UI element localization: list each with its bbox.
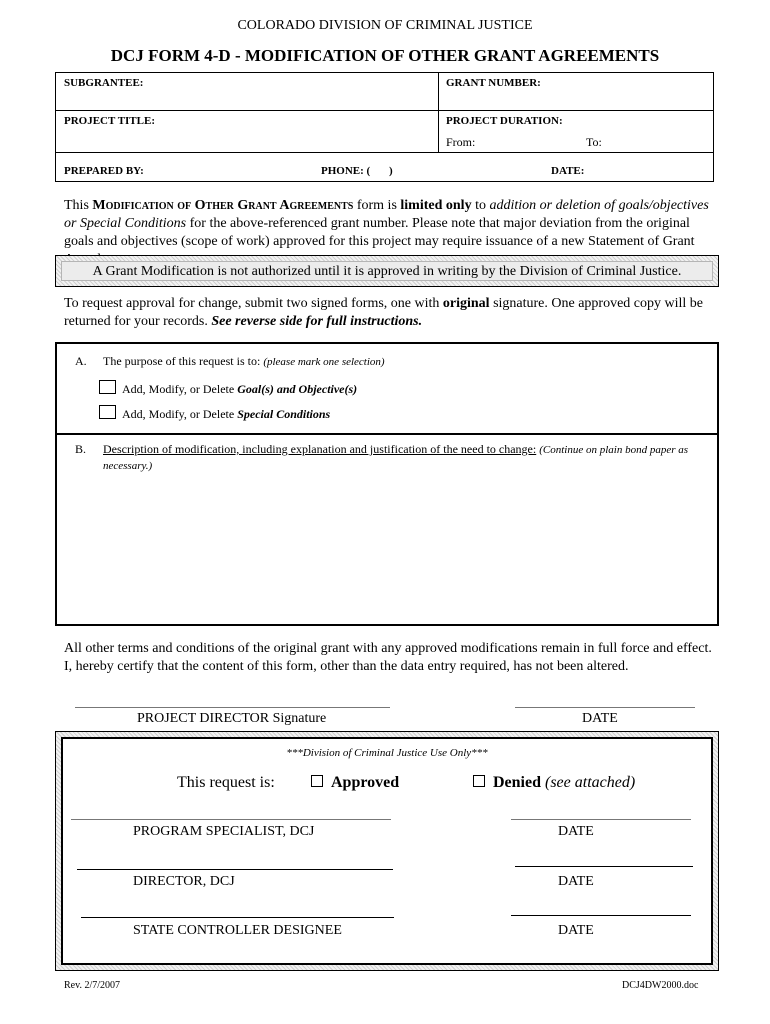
dcj-use-only-inner	[61, 737, 713, 965]
section-b-text	[103, 442, 703, 474]
table-divider	[56, 110, 713, 111]
to-label: To:	[586, 135, 602, 149]
project-director-date-label: DATE	[582, 711, 618, 726]
approved-label: Approved	[331, 774, 400, 791]
phone-close: )	[389, 165, 393, 177]
section-a-hint: (please mark one selection)	[263, 356, 385, 368]
request-part1: To request approval for change, submit two signed forms, one with	[64, 296, 443, 311]
prepared-by-label: PREPARED BY:	[64, 165, 144, 177]
section-a-question: The purpose of this request is to:	[103, 354, 261, 368]
from-label: From:	[446, 135, 476, 149]
section-b-hint: (Continue on plain bond paper as necessary.)	[103, 444, 689, 472]
program-specialist-date-label: DATE	[558, 824, 594, 839]
phone-label: PHONE: (	[321, 165, 371, 177]
request-see-reverse: See reverse side for full instructions.	[211, 314, 423, 329]
project-title-label: PROJECT TITLE:	[64, 115, 155, 127]
table-divider	[438, 73, 439, 152]
project-director-date-line[interactable]	[515, 707, 695, 708]
project-duration-label: PROJECT DURATION:	[446, 115, 563, 127]
section-a-letter: A.	[75, 354, 87, 368]
description-field[interactable]	[69, 479, 705, 617]
denied-option[interactable]	[473, 774, 635, 792]
director-signature-line[interactable]	[77, 869, 393, 870]
special-conditions-checkbox[interactable]	[99, 405, 116, 419]
state-controller-label: STATE CONTROLLER DESIGNEE	[133, 923, 342, 938]
request-sections-box	[55, 342, 719, 626]
grant-number-label: GRANT NUMBER:	[446, 77, 541, 89]
dcj-use-heading: ***Division of Criminal Justice Use Only***	[286, 747, 488, 759]
form-title: DCJ FORM 4-D - MODIFICATION OF OTHER GRANT AGREEMENTS	[110, 46, 660, 65]
terms-line-2: I, hereby certify that the content of this form, other than the data entry required, has not been altered.	[64, 659, 629, 674]
document-filename: DCJ4DW2000.doc	[622, 980, 699, 991]
intro-limited-only: limited only	[400, 198, 472, 213]
request-part2: signature. One approved copy will be returned for your records.	[64, 296, 704, 329]
program-specialist-signature-line[interactable]	[71, 819, 391, 820]
intro-form-is: form is	[353, 198, 401, 213]
project-director-signature-line[interactable]	[75, 707, 390, 708]
section-b-question: Description of modification, including explanation and justification of the need to change:	[103, 442, 537, 456]
header-info-table	[55, 72, 714, 182]
agency-name: COLORADO DIVISION OF CRIMINAL JUSTICE	[237, 18, 533, 33]
request-is-label: This request is:	[177, 774, 275, 791]
notice-text: A Grant Modification is not authorized until it is approved in writing by the Division of Criminal Justice.	[61, 261, 713, 281]
state-controller-date-line[interactable]	[511, 915, 691, 916]
subgrantee-label: SUBGRANTEE:	[64, 77, 144, 89]
denied-checkbox[interactable]	[473, 775, 485, 787]
authorization-notice	[55, 255, 719, 287]
state-controller-date-label: DATE	[558, 923, 594, 938]
project-director-label: PROJECT DIRECTOR Signature	[137, 711, 327, 726]
section-a-text	[103, 354, 385, 369]
goals-checkbox[interactable]	[99, 380, 116, 394]
program-specialist-date-line[interactable]	[511, 819, 691, 820]
terms-paragraph	[64, 640, 724, 676]
option-special-conditions[interactable]	[99, 405, 330, 422]
intro-to: to	[471, 198, 490, 213]
option-goals-emph: Goal(s) and Objective(s)	[237, 382, 358, 396]
denied-label: Denied	[493, 774, 541, 791]
section-b-letter: B.	[75, 442, 87, 456]
section-divider	[57, 433, 717, 435]
date-label: DATE:	[551, 165, 585, 177]
state-controller-signature-line[interactable]	[81, 917, 394, 918]
dcj-use-only-box	[55, 731, 719, 971]
table-divider	[56, 152, 713, 153]
see-attached: (see attached)	[545, 774, 636, 791]
director-date-line[interactable]	[515, 866, 693, 867]
approved-option[interactable]	[311, 774, 399, 792]
program-specialist-label: PROGRAM SPECIALIST, DCJ	[133, 824, 315, 839]
option-goals-prefix: Add, Modify, or Delete	[122, 382, 238, 396]
option-special-prefix: Add, Modify, or Delete	[122, 407, 238, 421]
director-date-label: DATE	[558, 874, 594, 889]
intro-this: This	[64, 198, 93, 213]
intro-form-name: Modification of Other Grant Agreements	[92, 198, 354, 213]
intro-rest: for the above-referenced grant number. Please note that major deviation from the original goals and objectives (scope of work) approved for this project may require issuance of a new Statement of Grant	[64, 216, 695, 249]
request-paragraph	[64, 295, 716, 331]
intro-italic: addition or deletion of goals/objectives or Special Conditions	[64, 198, 709, 231]
option-goals[interactable]	[99, 380, 357, 397]
approved-checkbox[interactable]	[311, 775, 323, 787]
revision-date: Rev. 2/7/2007	[64, 980, 121, 991]
director-label: DIRECTOR, DCJ	[133, 874, 235, 889]
terms-line-1: All other terms and conditions of the original grant with any approved modifications remain in full force and effect.	[64, 641, 712, 656]
request-original: original	[442, 296, 490, 311]
option-special-emph: Special Conditions	[237, 407, 331, 421]
